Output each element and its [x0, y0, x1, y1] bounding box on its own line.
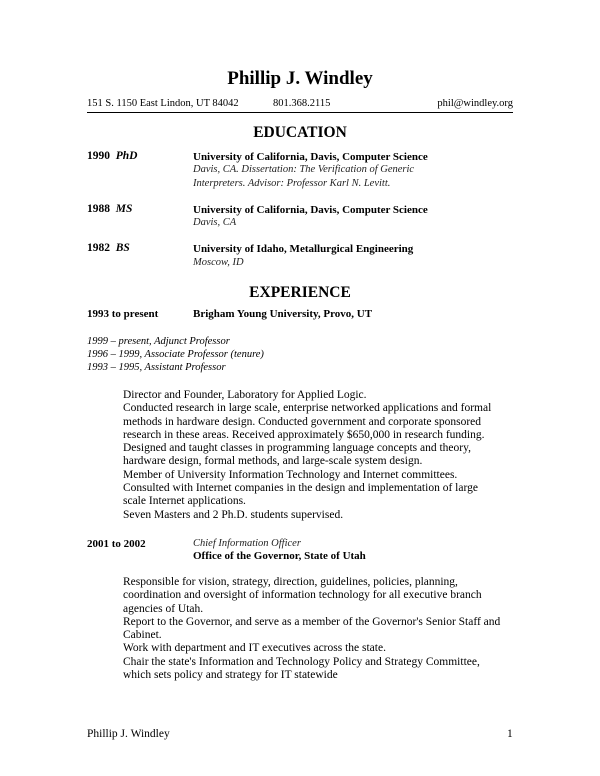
contact-line [87, 97, 513, 113]
job-1-titles: 1999 – present, Adjunct Professor 1996 – 1999, Associate Professor (tenure) 1993 – 1995, Assistant Professor [87, 336, 264, 373]
education-heading: EDUCATION [253, 124, 347, 141]
edu-2-details: Davis, CA [193, 217, 237, 228]
experience-heading: EXPERIENCE [249, 284, 351, 301]
edu-1-institution: University of California, Davis, Computer Science [193, 151, 428, 163]
job-2-description: Responsible for vision, strategy, direction, guidelines, policies, planning, coordination and oversight of information technology for all executive branch agencies of Utah. Report to the Governor, and serve as a member of the Governor's Senior Staff and Cabinet. Work with department and IT executives across the state. Chair the state's Information and Technology Policy and Strategy Committee, which sets policy and strategy for IT statewide [123, 576, 501, 682]
job-1-employer: Brigham Young University, Provo, UT [193, 308, 373, 320]
edu-2-institution: University of California, Davis, Computer Science [193, 204, 428, 216]
edu-1-details: Davis, CA. Dissertation: The Verification of Generic Interpreters. Advisor: Professor Karl N. Levitt. [193, 164, 415, 189]
resume-name: Phillip J. Windley [227, 68, 373, 89]
address: 151 S. 1150 East Lindon, UT 84042 [87, 98, 239, 109]
edu-2-year: 1988 MS [87, 203, 133, 215]
page-number: 1 [507, 728, 513, 740]
job-2-employer: Office of the Governor, State of Utah [193, 550, 366, 562]
phone: 801.368.2115 [273, 98, 331, 109]
job-1-description: Director and Founder, Laboratory for Applied Logic. Conducted research in large scale, enterprise networked applications and formal methods in hardware design. Conducted government and corporate sponsored research in these areas. Received approximately $650,000 in research funding. Designed and taught classes in programming language concepts and theory, hardware design, formal methods, and large-scale system design. Member of University Information Technology and Internet committees. Consulted with Internet companies in the design and implementation of large scale Internet applications. Seven Masters and 2 Ph.D. students supervised. [123, 389, 492, 521]
job-1-dates: 1993 to present [87, 308, 159, 320]
edu-3-details: Moscow, ID [193, 257, 244, 268]
edu-3-institution: University of Idaho, Metallurgical Engineering [193, 243, 414, 255]
job-2-role: Chief Information Officer [193, 538, 301, 549]
footer-name: Phillip J. Windley [87, 728, 170, 740]
edu-3-year: 1982 BS [87, 242, 130, 254]
email: phil@windley.org [437, 98, 513, 109]
edu-1-year: 1990 PhD [87, 150, 138, 162]
job-2-dates: 2001 to 2002 [87, 538, 146, 550]
